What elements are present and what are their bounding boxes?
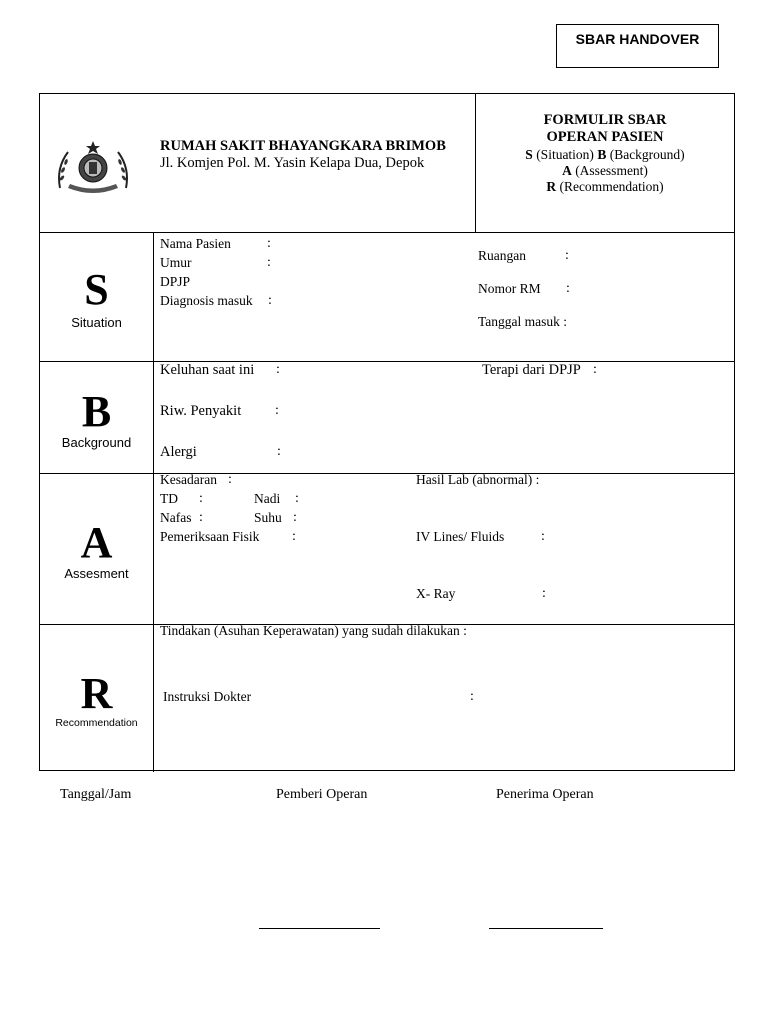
- tindakan-label: Tindakan (Asuhan Keperawatan) yang sudah dilakukan :: [160, 623, 467, 638]
- nomor-rm-label: Nomor RM: [478, 281, 541, 296]
- xray-colon: :: [542, 586, 546, 601]
- pemeriksaan-label: Pemeriksaan Fisik: [160, 529, 260, 544]
- penerima-operan-label: Penerima Operan: [496, 787, 594, 802]
- nafas-colon: :: [199, 510, 203, 525]
- form-tag-box: [556, 24, 719, 68]
- td-label: TD: [160, 491, 178, 506]
- diagnosis-colon: :: [268, 293, 272, 308]
- row-divider: [40, 361, 734, 362]
- form-title-line2: OPERAN PASIEN: [546, 129, 664, 146]
- alergi-label: Alergi: [160, 444, 197, 460]
- nomor-rm-colon: :: [566, 281, 570, 296]
- riw-penyakit-colon: :: [275, 403, 279, 418]
- iv-lines-label: IV Lines/ Fluids: [416, 529, 505, 544]
- sbar-form-table: [39, 93, 735, 771]
- terapi-label: Terapi dari DPJP: [482, 362, 581, 378]
- alergi-colon: :: [277, 444, 281, 459]
- nadi-colon: :: [295, 491, 299, 506]
- instruksi-colon: :: [470, 689, 474, 704]
- pemeriksaan-colon: :: [292, 529, 296, 544]
- form-title-block: [476, 112, 734, 195]
- hospital-address: Jl. Komjen Pol. M. Yasin Kelapa Dua, Depok: [160, 155, 425, 171]
- penerima-signature-line: [489, 928, 603, 929]
- situation-label: Situation: [71, 315, 122, 330]
- nadi-label: Nadi: [254, 491, 281, 506]
- instruksi-label: Instruksi Dokter: [163, 689, 252, 704]
- terapi-colon: :: [593, 362, 597, 377]
- background-letter: B: [81, 387, 112, 436]
- dpjp-label: DPJP: [160, 274, 191, 289]
- recommendation-label: Recommendation: [55, 717, 138, 729]
- assessment-label: Assesment: [64, 566, 129, 581]
- umur-colon: :: [267, 255, 271, 270]
- riw-penyakit-label: Riw. Penyakit: [160, 403, 242, 419]
- form-tag-label: SBAR HANDOVER: [575, 31, 700, 47]
- ruangan-label: Ruangan: [478, 248, 526, 263]
- nama-pasien-label: Nama Pasien: [160, 236, 231, 251]
- xray-label: X- Ray: [416, 586, 456, 601]
- letter-column-divider: [153, 232, 154, 772]
- background-label: Background: [61, 435, 132, 450]
- sbar-legend-s: S (Situation) B (Background): [525, 146, 685, 162]
- iv-lines-colon: :: [541, 529, 545, 544]
- pemberi-signature-line: [259, 928, 380, 929]
- kesadaran-colon: :: [228, 472, 232, 487]
- tanggal-jam-label: Tanggal/Jam: [60, 787, 132, 802]
- sbar-legend-r: R (Recommendation): [546, 179, 664, 195]
- pemberi-operan-label: Pemberi Operan: [276, 787, 368, 802]
- kesadaran-label: Kesadaran: [160, 472, 217, 487]
- tanggal-masuk-label: Tanggal masuk :: [478, 314, 568, 329]
- assessment-letter: A: [80, 518, 113, 567]
- sbar-legend-a: A (Assessment): [562, 162, 648, 178]
- ruangan-colon: :: [565, 248, 569, 263]
- umur-label: Umur: [160, 255, 192, 270]
- diagnosis-label: Diagnosis masuk: [160, 293, 253, 308]
- nama-pasien-colon: :: [267, 236, 271, 251]
- hasil-lab-label: Hasil Lab (abnormal) :: [416, 472, 540, 487]
- situation-letter: S: [84, 265, 109, 314]
- nafas-label: Nafas: [160, 510, 192, 525]
- recommendation-letter: R: [80, 669, 113, 718]
- form-title-line1: FORMULIR SBAR: [543, 112, 667, 128]
- row-divider: [40, 473, 734, 474]
- keluhan-colon: :: [276, 362, 280, 377]
- row-divider: [40, 232, 734, 233]
- suhu-label: Suhu: [254, 510, 282, 525]
- keluhan-label: Keluhan saat ini: [160, 362, 255, 378]
- hospital-name: RUMAH SAKIT BHAYANGKARA BRIMOB: [160, 138, 446, 154]
- td-colon: :: [199, 491, 203, 506]
- suhu-colon: :: [293, 510, 297, 525]
